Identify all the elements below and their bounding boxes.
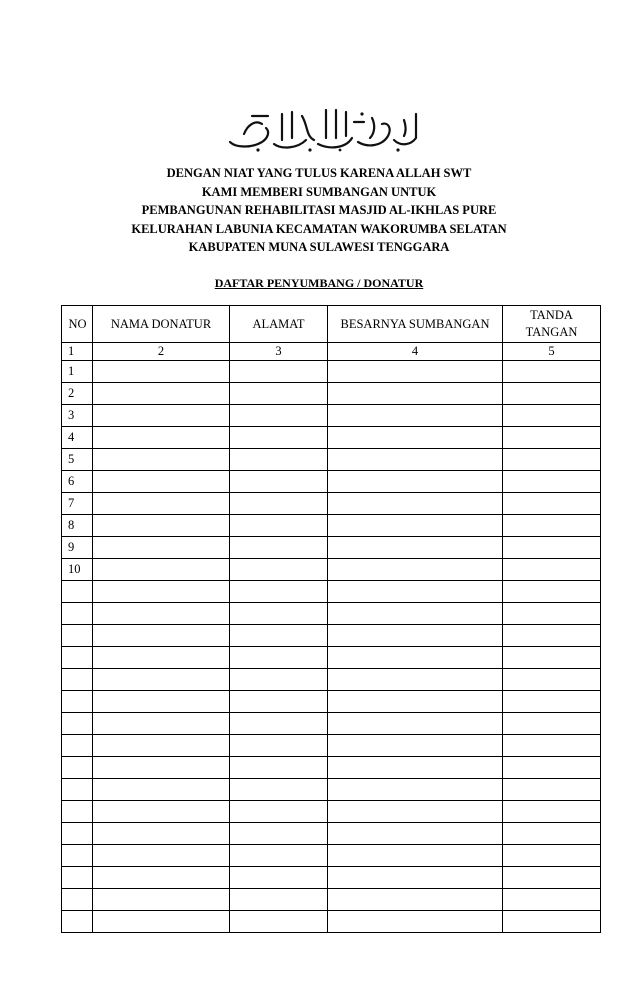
address-cell[interactable] xyxy=(230,581,328,603)
name-cell[interactable] xyxy=(93,779,230,801)
row-number-cell: 8 xyxy=(62,515,93,537)
amount-cell[interactable] xyxy=(328,823,503,845)
address-cell[interactable] xyxy=(230,713,328,735)
amount-cell[interactable] xyxy=(328,559,503,581)
amount-cell[interactable] xyxy=(328,691,503,713)
address-cell[interactable] xyxy=(230,559,328,581)
row-number-cell xyxy=(62,757,93,779)
name-cell[interactable] xyxy=(93,735,230,757)
table-row xyxy=(62,559,601,581)
address-cell[interactable] xyxy=(230,911,328,933)
address-cell[interactable] xyxy=(230,471,328,493)
signature-cell[interactable] xyxy=(503,867,601,889)
address-cell[interactable] xyxy=(230,757,328,779)
table-row xyxy=(62,515,601,537)
signature-cell[interactable] xyxy=(503,361,601,383)
name-cell[interactable] xyxy=(93,911,230,933)
name-cell[interactable] xyxy=(93,537,230,559)
heading-line: KELURAHAN LABUNIA KECAMATAN WAKORUMBA SELATAN xyxy=(131,221,507,236)
signature-cell[interactable] xyxy=(503,427,601,449)
signature-cell[interactable] xyxy=(503,669,601,691)
amount-cell[interactable] xyxy=(328,911,503,933)
row-number-cell xyxy=(62,581,93,603)
address-cell[interactable] xyxy=(230,625,328,647)
signature-cell[interactable] xyxy=(503,691,601,713)
signature-cell[interactable] xyxy=(503,405,601,427)
signature-cell[interactable] xyxy=(503,581,601,603)
address-cell[interactable] xyxy=(230,779,328,801)
donor-table xyxy=(61,305,601,933)
name-cell[interactable] xyxy=(93,361,230,383)
address-cell[interactable] xyxy=(230,801,328,823)
address-cell[interactable] xyxy=(230,735,328,757)
heading-line: KABUPATEN MUNA SULAWESI TENGGARA xyxy=(188,240,450,254)
row-number-cell xyxy=(62,801,93,823)
table-row xyxy=(62,471,601,493)
row-number-cell xyxy=(62,889,93,911)
signature-cell[interactable] xyxy=(503,823,601,845)
amount-cell[interactable] xyxy=(328,735,503,757)
row-number-cell: 7 xyxy=(62,493,93,515)
table-row xyxy=(62,625,601,647)
column-number: 4 xyxy=(328,343,503,361)
name-cell[interactable] xyxy=(93,757,230,779)
row-number-cell xyxy=(62,823,93,845)
table-row xyxy=(62,581,601,603)
row-number-cell: 9 xyxy=(62,537,93,559)
signature-cell[interactable] xyxy=(503,801,601,823)
name-cell[interactable] xyxy=(93,383,230,405)
row-number-cell xyxy=(62,647,93,669)
amount-cell[interactable] xyxy=(328,537,503,559)
name-cell[interactable] xyxy=(93,691,230,713)
address-cell[interactable] xyxy=(230,361,328,383)
name-cell[interactable] xyxy=(93,801,230,823)
column-header-no: NO xyxy=(62,306,93,343)
name-cell[interactable] xyxy=(93,647,230,669)
amount-cell[interactable] xyxy=(328,449,503,471)
amount-cell[interactable] xyxy=(328,383,503,405)
row-number-cell xyxy=(62,735,93,757)
name-cell[interactable] xyxy=(93,713,230,735)
name-cell[interactable] xyxy=(93,625,230,647)
amount-cell[interactable] xyxy=(328,757,503,779)
table-row xyxy=(62,757,601,779)
signature-cell[interactable] xyxy=(503,713,601,735)
address-cell[interactable] xyxy=(230,427,328,449)
amount-cell[interactable] xyxy=(328,845,503,867)
address-cell[interactable] xyxy=(230,669,328,691)
signature-cell[interactable] xyxy=(503,449,601,471)
heading-line: DENGAN NIAT YANG TULUS KARENA ALLAH SWT xyxy=(166,166,472,180)
name-cell[interactable] xyxy=(93,603,230,625)
signature-cell[interactable] xyxy=(503,647,601,669)
table-row xyxy=(62,449,601,471)
amount-cell[interactable] xyxy=(328,361,503,383)
column-number: 2 xyxy=(93,343,230,361)
row-number-cell: 2 xyxy=(62,383,93,405)
amount-cell[interactable] xyxy=(328,867,503,889)
row-number-cell xyxy=(62,713,93,735)
table-row xyxy=(62,845,601,867)
column-number-row xyxy=(62,343,601,361)
row-number-cell xyxy=(62,779,93,801)
name-cell[interactable] xyxy=(93,405,230,427)
table-row xyxy=(62,669,601,691)
address-cell[interactable] xyxy=(230,515,328,537)
signature-cell[interactable] xyxy=(503,845,601,867)
table-row xyxy=(62,603,601,625)
name-cell[interactable] xyxy=(93,867,230,889)
table-row xyxy=(62,537,601,559)
amount-cell[interactable] xyxy=(328,889,503,911)
table-row xyxy=(62,713,601,735)
signature-cell[interactable] xyxy=(503,889,601,911)
amount-cell[interactable] xyxy=(328,713,503,735)
amount-cell[interactable] xyxy=(328,625,503,647)
amount-cell[interactable] xyxy=(328,779,503,801)
bismillah-calligraphy xyxy=(222,104,422,154)
table-row xyxy=(62,889,601,911)
column-number: 1 xyxy=(62,343,93,361)
signature-cell[interactable] xyxy=(503,757,601,779)
table-row xyxy=(62,823,601,845)
column-header-name: NAMA DONATUR xyxy=(93,306,230,343)
amount-cell[interactable] xyxy=(328,647,503,669)
row-number-cell xyxy=(62,603,93,625)
table-row xyxy=(62,779,601,801)
column-header-address: ALAMAT xyxy=(230,306,328,343)
signature-cell[interactable] xyxy=(503,603,601,625)
signature-cell[interactable] xyxy=(503,537,601,559)
signature-cell[interactable] xyxy=(503,625,601,647)
name-cell[interactable] xyxy=(93,669,230,691)
name-cell[interactable] xyxy=(93,559,230,581)
table-row xyxy=(62,647,601,669)
table-row xyxy=(62,361,601,383)
amount-cell[interactable] xyxy=(328,581,503,603)
signature-cell[interactable] xyxy=(503,383,601,405)
signature-cell[interactable] xyxy=(503,515,601,537)
address-cell[interactable] xyxy=(230,603,328,625)
amount-cell[interactable] xyxy=(328,515,503,537)
column-number: 3 xyxy=(230,343,328,361)
signature-cell[interactable] xyxy=(503,493,601,515)
name-cell[interactable] xyxy=(93,493,230,515)
row-number-cell xyxy=(62,669,93,691)
name-cell[interactable] xyxy=(93,471,230,493)
address-cell[interactable] xyxy=(230,823,328,845)
signature-cell[interactable] xyxy=(503,911,601,933)
amount-cell[interactable] xyxy=(328,801,503,823)
address-cell[interactable] xyxy=(230,889,328,911)
address-cell[interactable] xyxy=(230,845,328,867)
row-number-cell: 10 xyxy=(62,559,93,581)
table-row xyxy=(62,911,601,933)
address-cell[interactable] xyxy=(230,405,328,427)
name-cell[interactable] xyxy=(93,581,230,603)
address-cell[interactable] xyxy=(230,537,328,559)
row-number-cell: 6 xyxy=(62,471,93,493)
column-header-signature: TANDA TANGAN xyxy=(503,306,601,343)
signature-cell[interactable] xyxy=(503,779,601,801)
amount-cell[interactable] xyxy=(328,603,503,625)
signature-cell[interactable] xyxy=(503,735,601,757)
name-cell[interactable] xyxy=(93,823,230,845)
amount-cell[interactable] xyxy=(328,427,503,449)
name-cell[interactable] xyxy=(93,845,230,867)
row-number-cell: 5 xyxy=(62,449,93,471)
name-cell[interactable] xyxy=(93,889,230,911)
name-cell[interactable] xyxy=(93,449,230,471)
column-header-amount: BESARNYA SUMBANGAN xyxy=(328,306,503,343)
row-number-cell xyxy=(62,911,93,933)
name-cell[interactable] xyxy=(93,515,230,537)
amount-cell[interactable] xyxy=(328,405,503,427)
row-number-cell xyxy=(62,691,93,713)
heading-line: KAMI MEMBERI SUMBANGAN UNTUK xyxy=(201,184,437,199)
row-number-cell: 3 xyxy=(62,405,93,427)
table-header-row xyxy=(62,306,601,343)
list-title: DAFTAR PENYUMBANG / DONATUR xyxy=(214,276,424,290)
address-cell[interactable] xyxy=(230,493,328,515)
row-number-cell: 1 xyxy=(62,361,93,383)
table-row xyxy=(62,867,601,889)
signature-cell[interactable] xyxy=(503,559,601,581)
address-cell[interactable] xyxy=(230,867,328,889)
amount-cell[interactable] xyxy=(328,669,503,691)
address-cell[interactable] xyxy=(230,383,328,405)
table-row xyxy=(62,405,601,427)
row-number-cell xyxy=(62,625,93,647)
table-row xyxy=(62,735,601,757)
amount-cell[interactable] xyxy=(328,493,503,515)
row-number-cell xyxy=(62,845,93,867)
table-row xyxy=(62,801,601,823)
address-cell[interactable] xyxy=(230,647,328,669)
address-cell[interactable] xyxy=(230,449,328,471)
row-number-cell xyxy=(62,867,93,889)
column-number: 5 xyxy=(503,343,601,361)
heading-line: PEMBANGUNAN REHABILITASI MASJID AL-IKHLAS PURE xyxy=(141,203,497,217)
name-cell[interactable] xyxy=(93,427,230,449)
table-row xyxy=(62,427,601,449)
table-row xyxy=(62,383,601,405)
amount-cell[interactable] xyxy=(328,471,503,493)
table-row xyxy=(62,493,601,515)
signature-cell[interactable] xyxy=(503,471,601,493)
address-cell[interactable] xyxy=(230,691,328,713)
row-number-cell: 4 xyxy=(62,427,93,449)
table-row xyxy=(62,691,601,713)
document-heading xyxy=(0,164,638,257)
